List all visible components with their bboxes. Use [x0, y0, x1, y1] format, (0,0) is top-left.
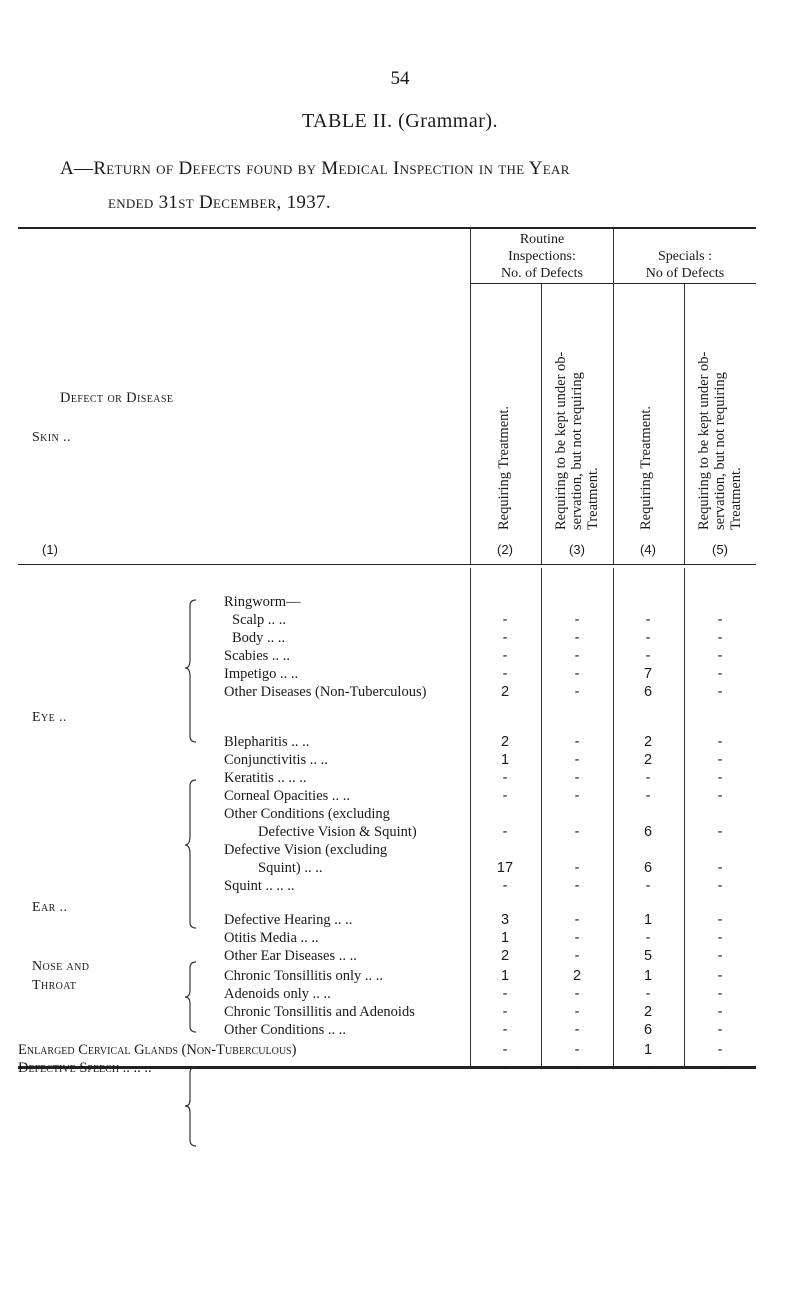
cell-col-2: -: [502, 824, 508, 840]
row-label: Other Conditions (excluding: [224, 806, 390, 822]
cell-col-2: -: [502, 648, 508, 664]
row-label: Blepharitis .. ..: [224, 734, 310, 750]
cell-col-2: 2: [500, 734, 510, 750]
row-label: Defective Vision & Squint): [258, 824, 417, 840]
col-number-5: (5): [712, 542, 728, 557]
cell-col-4: -: [645, 986, 651, 1002]
cell-col-2: -: [502, 1004, 508, 1020]
cell-col-2: 17: [496, 860, 514, 876]
row-label: Otitis Media .. ..: [224, 930, 319, 946]
category-ear: Ear ..: [32, 900, 68, 915]
cell-col-3: -: [574, 930, 580, 946]
row-label: Keratitis .. .. ..: [224, 770, 307, 786]
defect-column-header: Defect or Disease: [60, 390, 174, 406]
row-label: Body .. ..: [232, 630, 286, 646]
cell-col-4: 6: [643, 824, 653, 840]
cell-col-5: -: [717, 912, 723, 928]
cell-col-3: -: [574, 948, 580, 964]
cell-col-4: 1: [643, 1042, 653, 1058]
row-label: Enlarged Cervical Glands (Non-Tuberculous): [18, 1042, 297, 1058]
cell-col-5: -: [717, 824, 723, 840]
cell-col-5: -: [717, 752, 723, 768]
col-number-3: (3): [569, 542, 585, 557]
page-number: 54: [390, 68, 410, 89]
cell-col-5: -: [717, 630, 723, 646]
cell-col-5: -: [717, 986, 723, 1002]
cell-col-5: -: [717, 1022, 723, 1038]
eye-brace: [185, 780, 196, 928]
cell-col-5: -: [717, 948, 723, 964]
cell-col-2: 2: [500, 948, 510, 964]
cell-col-5: -: [717, 1004, 723, 1020]
cell-col-5: -: [717, 648, 723, 664]
cell-col-2: 1: [500, 968, 510, 984]
cell-col-5: -: [717, 1060, 723, 1076]
cell-col-5: -: [717, 788, 723, 804]
row-label: Chronic Tonsillitis and Adenoids: [224, 1004, 415, 1020]
cell-col-3: -: [574, 824, 580, 840]
col-number-4: (4): [640, 542, 656, 557]
cell-col-2: -: [502, 770, 508, 786]
cell-col-2: -: [502, 986, 508, 1002]
cell-col-3: -: [574, 986, 580, 1002]
cell-col-4: 7: [643, 666, 653, 682]
cell-col-5: -: [717, 878, 723, 894]
cell-col-4: 6: [643, 1022, 653, 1038]
row-label: Corneal Opacities .. ..: [224, 788, 351, 804]
nose-throat-brace: [185, 1067, 196, 1146]
cell-col-4: -: [645, 788, 651, 804]
row-label: Chronic Tonsillitis only .. ..: [224, 968, 384, 984]
cell-col-5: -: [717, 666, 723, 682]
cell-col-4: -: [645, 770, 651, 786]
row-label: Adenoids only .. ..: [224, 986, 331, 1002]
category-nose-and-throat: Nose and Throat: [32, 959, 90, 993]
cell-col-3: -: [574, 648, 580, 664]
cell-col-3: -: [574, 734, 580, 750]
subtitle-line-1: A—Return of Defects found by Medical Inspection in the Year: [60, 158, 570, 179]
category-skin: Skin ..: [32, 430, 71, 445]
cell-col-2: -: [502, 788, 508, 804]
specials-group-header: Specials : No of Defects: [645, 249, 725, 281]
row-label: Scabies .. ..: [224, 648, 291, 664]
cell-col-3: -: [574, 752, 580, 768]
routine-treatment-header: Requiring Treatment.: [496, 405, 512, 530]
cell-col-5: -: [717, 770, 723, 786]
cell-col-4: 6: [643, 684, 653, 700]
cell-col-3: -: [574, 684, 580, 700]
subtitle-line-2: ended 31st December, 1937.: [108, 192, 331, 213]
cell-col-4: -: [645, 878, 651, 894]
row-label: Defective Hearing .. ..: [224, 912, 353, 928]
cell-col-4: -: [645, 630, 651, 646]
cell-col-4: 1: [643, 968, 653, 984]
cell-col-2: 3: [500, 912, 510, 928]
row-label: Ringworm—: [224, 594, 301, 610]
routine-observation-header: Requiring to be kept under ob- servation, but not requiring Treatment.: [553, 351, 601, 530]
row-label: Other Ear Diseases .. ..: [224, 948, 357, 964]
cell-col-4: 1: [643, 912, 653, 928]
cell-col-5: -: [717, 860, 723, 876]
cell-col-3: -: [574, 770, 580, 786]
col-number-2: (2): [497, 542, 513, 557]
cell-col-3: -: [574, 666, 580, 682]
cell-col-4: 2: [643, 1004, 653, 1020]
cell-col-4: -: [645, 648, 651, 664]
cell-col-4: 6: [643, 860, 653, 876]
cell-col-2: -: [502, 630, 508, 646]
cell-col-5: -: [717, 734, 723, 750]
skin-brace: [185, 600, 196, 742]
cell-col-5: -: [717, 684, 723, 700]
cell-col-4: -: [645, 930, 651, 946]
cell-col-3: -: [574, 1060, 580, 1076]
ear-brace: [185, 962, 196, 1032]
cell-col-3: -: [574, 612, 580, 628]
table-title: TABLE II. (Grammar).: [301, 110, 499, 132]
cell-col-2: -: [502, 1060, 508, 1076]
category-eye: Eye ..: [32, 710, 67, 725]
cell-col-4: -: [645, 612, 651, 628]
cell-col-3: -: [574, 630, 580, 646]
cell-col-5: -: [717, 612, 723, 628]
cell-col-3: -: [574, 878, 580, 894]
row-label: Squint .. .. ..: [224, 878, 295, 894]
cell-col-3: -: [574, 912, 580, 928]
specials-observation-header: Requiring to be kept under ob- servation, but not requiring Treatment.: [696, 351, 744, 530]
cell-col-2: 1: [500, 752, 510, 768]
cell-col-2: -: [502, 666, 508, 682]
cell-col-5: -: [717, 968, 723, 984]
cell-col-2: -: [502, 878, 508, 894]
row-label: Conjunctivitis .. ..: [224, 752, 328, 768]
cell-col-2: -: [502, 612, 508, 628]
row-label: Defective Speech .. .. ..: [18, 1060, 152, 1076]
cell-col-3: -: [574, 860, 580, 876]
row-label: Other Diseases (Non-Tuberculous): [224, 684, 427, 700]
cell-col-4: -: [645, 1060, 651, 1076]
row-label: Scalp .. ..: [232, 612, 286, 628]
cell-col-3: -: [574, 1042, 580, 1058]
specials-treatment-header: Requiring Treatment.: [638, 405, 654, 530]
cell-col-4: 5: [643, 948, 653, 964]
row-label: Squint) .. ..: [258, 860, 323, 876]
cell-col-4: 2: [643, 752, 653, 768]
cell-col-2: -: [502, 1022, 508, 1038]
col-number-1: (1): [42, 542, 58, 557]
cell-col-5: -: [717, 930, 723, 946]
cell-col-3: 2: [572, 968, 582, 984]
cell-col-2: 1: [500, 930, 510, 946]
cell-col-3: -: [574, 1022, 580, 1038]
row-label: Defective Vision (excluding: [224, 842, 388, 858]
routine-group-header: Routine Inspections: No. of Defects: [500, 232, 584, 281]
cell-col-2: 2: [500, 684, 510, 700]
row-label: Other Conditions .. ..: [224, 1022, 347, 1038]
cell-col-3: -: [574, 1004, 580, 1020]
cell-col-2: -: [502, 1042, 508, 1058]
cell-col-5: -: [717, 1042, 723, 1058]
row-label: Impetigo .. ..: [224, 666, 299, 682]
cell-col-4: 2: [643, 734, 653, 750]
cell-col-3: -: [574, 788, 580, 804]
